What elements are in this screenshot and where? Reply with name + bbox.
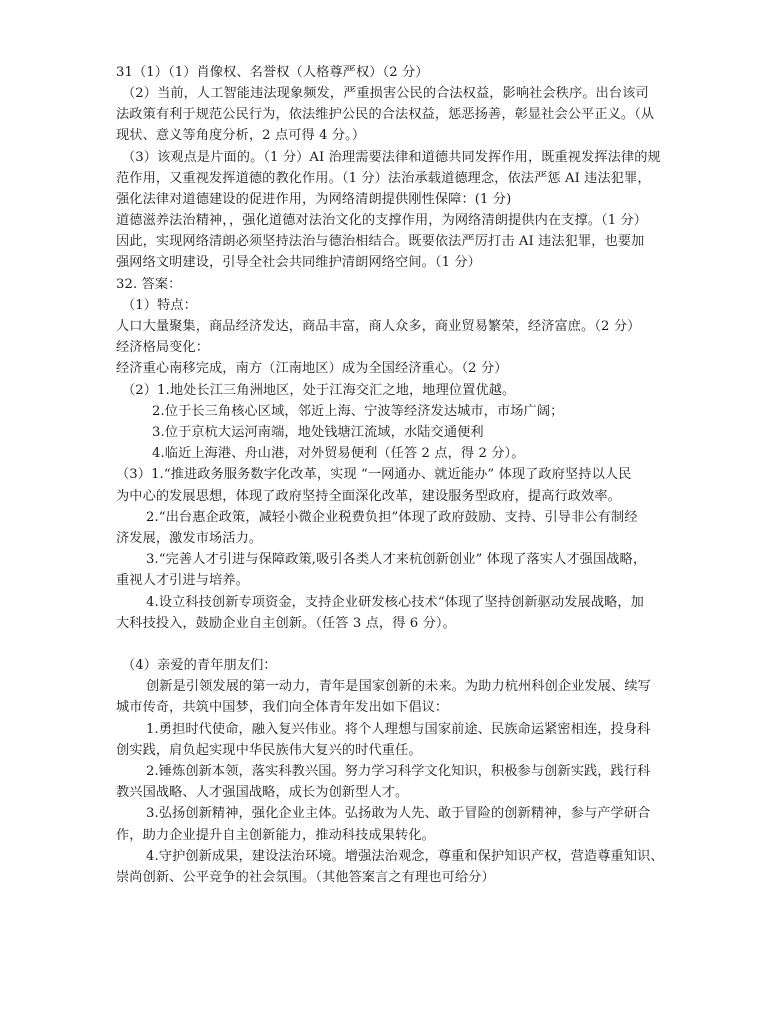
q32-heading: 32. 答案： <box>116 277 182 292</box>
q32-part4-item1-line1: 1.勇担时代使命，融入复兴伟业。将个人理想与国家前途、民族命运紧密相连，投身科 <box>146 722 651 737</box>
q31-part3-line6: 强网络文明建设，引导全社会共同维护清朗网络空间。（1 分） <box>116 255 481 270</box>
q31-part1: 31（1）（1）肖像权、名誉权（人格尊严权）（2 分） <box>116 65 429 80</box>
q32-part3-item3-line2: 重视人才引进与培养。 <box>116 573 249 588</box>
q32-part3-item2-line2: 济发展，激发市场活力。 <box>116 531 263 546</box>
q31-part3-line2: 范作用，又重视发挥道德的教化作用。（1 分）法治承载道德理念，依法严惩 AI 违法犯罪， <box>116 171 651 186</box>
q32-part4-item3-line1: 3.弘扬创新精神，强化企业主体。弘扬敢为人先、敢于冒险的创新精神，参与产学研合 <box>146 806 651 821</box>
q32-part1-features: 人口大量聚集，商品经济发达，商品丰富，商人众多，商业贸易繁荣，经济富庶。（2 分） <box>116 319 641 334</box>
q31-part2-line3: 现状、意义等角度分析，2 点可得 4 分。） <box>116 128 366 143</box>
q31-part3-line4: 道德滋养法治精神，，强化道德对法治文化的支撑作用，为网络清朗提供内在支撑。（1 分） <box>116 213 648 228</box>
q31-part2-line2: 法政策有利于规范公民行为，依法维护公民的合法权益，惩恶扬善，彰显社会公平正义。（从 <box>116 107 655 122</box>
q32-part3-item3-line1: 3.“完善人才引进与保障政策,吸引各类人才来杭创新创业” 体现了落实人才强国战略， <box>146 552 647 567</box>
q31-part3-line1: （3）该观点是片面的。（1 分）AI 治理需要法律和道德共同发挥作用，既重视发挥法律的规 <box>122 150 661 165</box>
q32-part4-salutation: （4）亲爱的青年朋友们： <box>122 658 277 673</box>
q32-part3-item2-line1: 2.“出台惠企政策，减轻小微企业税费负担”体现了政府鼓励、支持、引导非公有制经 <box>146 510 638 525</box>
q32-part4-intro-line2: 城市传奇，共筑中国梦，我们向全体青年发出如下倡议： <box>116 700 449 715</box>
q32-part4-item3-line2: 作，助力企业提升自主创新能力，推动科技成果转化。 <box>116 828 435 843</box>
q32-part4-item4-line2: 崇尚创新、公平竞争的社会氛围。（其他答案言之有理也可给分） <box>116 870 495 885</box>
q32-part2-item1: （2）1.地处长江三角洲地区，处于江海交汇之地，地理位置优越。 <box>122 383 516 398</box>
q31-part3-line3: 强化法律对道德建设的促进作用，为网络清朗提供刚性保障：(1 分) <box>116 192 512 207</box>
q32-part1-change-heading: 经济格局变化： <box>116 340 210 355</box>
q32-part3-item4-line1: 4.设立科技创新专项资金，支持企业研发核心技术“体现了坚持创新驱动发展战略，加 <box>146 595 644 610</box>
q32-part4-item4-line1: 4.守护创新成果，建设法治环境。增强法治观念，尊重和保护知识产权，营造尊重知识、 <box>146 849 664 864</box>
q31-part3-line5: 因此，实现网络清朗必须坚持法治与德治相结合。既要依法严厉打击 AI 违法犯罪，也要加 <box>116 234 645 249</box>
q32-part1-change: 经济重心南移完成，南方（江南地区）成为全国经济重心。（2 分） <box>116 361 508 376</box>
q31-part2-line1: （2）当前，人工智能违法现象频发，严重损害公民的合法权益，影响社会秩序。出台该司 <box>122 86 649 101</box>
q32-part3-item1-line1: （3）1.“推进政务服务数字化改革，实现 “一网通办、就近能办” 体现了政府坚持以人民 <box>116 467 632 482</box>
q32-part2-item2: 2.位于长三角核心区域，邻近上海、宁波等经济发达城市，市场广阔； <box>152 404 564 419</box>
q32-part4-item1-line2: 创实践，肩负起实现中华民族伟大复兴的时代重任。 <box>116 743 422 758</box>
q32-part4-intro-line1: 创新是引领发展的第一动力，青年是国家创新的未来。为助力杭州科创企业发展、续写 <box>146 679 651 694</box>
q32-part2-item4: 4.临近上海港、舟山港，对外贸易便利（任答 2 点，得 2 分）。 <box>152 446 525 461</box>
q32-part3-item1-line2: 为中心的发展思想，体现了政府坚持全面深化改革，建设服务型政府，提高行政效率。 <box>116 489 621 504</box>
q32-part3-item4-line2: 大科技投入，鼓励企业自主创新。（任答 3 点，得 6 分）。 <box>116 616 456 631</box>
q32-part4-item2-line2: 教兴国战略、人才强国战略，成长为创新型人才。 <box>116 785 409 800</box>
q32-part1-heading: （1）特点： <box>122 298 197 313</box>
q32-part2-item3: 3.位于京杭大运河南端，地处钱塘江流域，水陆交通便利 <box>152 425 484 440</box>
q32-part4-item2-line1: 2.锤炼创新本领，落实科教兴国。努力学习科学文化知识，积极参与创新实践，践行科 <box>146 764 651 779</box>
